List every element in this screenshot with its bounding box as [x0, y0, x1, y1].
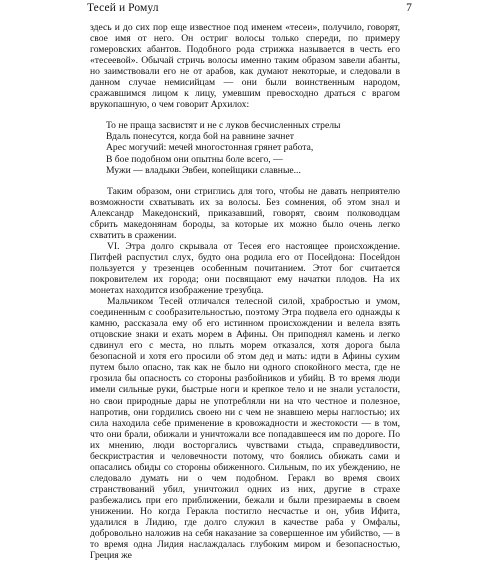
paragraph-section-vi [90, 241, 400, 296]
verse-line: Арес могучий: мечей многостонная грянет работа, [106, 142, 314, 154]
running-header [87, 2, 412, 18]
page-body [90, 22, 400, 561]
paragraph: Мальчиком Тесей отличался телесной силой, храбростью и умом, соединенным с сообразительностью, поэтому Этра подвела его однажды к камню, рассказала ему об его истинном происхождении и велела взять отцовские знаки и ехать морем в Афины. Он приподнял камень и легко сдвинул его с места, но плыть морем отказался, хотя дорога была безопасной и хотя его просили об этом дед и мать: идти в Афины сухим путем было опасно, так как не было ни одного спокойного места, где не грозила бы опасность со стороны разбойников и убийц. В то время люди имели сильные руки, быстрые ноги и крепкое тело и не знали усталости, но свои природные дары не употребляли ни на что честное и полезное, напротив, они гордились своею ни с чем не знавшею меры наглостью; их сила находила себе применение в кровожадности и жестокости — в том, что они брали, обижали и уничтожали все попадавшееся им по дороге. По их мнению, люди восторгались чувствами стыда, справедливости, бескристрастия и человечности потому, что боялись обижать сами и опасались обиды со стороны обиженного. Сильным, по их убеждению, не следовало думать ни о чем подобном. Геракл во время своих странствований убил, уничтожил одних из них, другие в страхе разбежались при его приближении, бежали и были презираемы в своем унижении. Но когда Геракла постигло несчастье и он, убив Ифита, удалился в Лидию, где долго служил в качестве раба у Омфалы, добровольно наложив на себя наказание за совершенное им убийство, — в то время одна Лидия наслаждалась глубоким миром и безопасностью, Греция же [90, 296, 400, 561]
verse-line: Мужи — владыки Эвбеи, копейщики славные... [106, 164, 301, 176]
verse-quote [106, 120, 400, 175]
verse-line: То не праща засвистят и не с луков бесчисленных стрелы [106, 120, 341, 132]
paragraph: Таким образом, они стриглись для того, чтобы не давать неприятелю возможности схватывать их за волосы. Без сомнения, об этом знал и Александр Македонский, приказавший, говорят, своим полководцам сбрить македонянам бороды, за которые их можно было очень легко схватить в сражении. [90, 185, 400, 241]
paragraph: здесь и до сих пор еще известное под именем «тесеи», получило, говорят, свое имя от него. Он остриг волосы только спереди, по примеру гомеровских абантов. Подобного рода стрижка называется в честь его «тесеевой». Обычай стричь волосы именно таким образом завели абанты, но заимствовали его не от арабов, как думают некоторые, и следовали в данном случае немисийцам — они были воинственным народом, сражавшимся лицом к лицу, умевшим превосходно драться с врагом врукопашную, о чем говорит Архилох: [90, 22, 400, 111]
page-number: 7 [406, 2, 412, 14]
verse-line: Вдаль понесутся, когда бой на равнине зачнет [106, 131, 294, 143]
section-number: VI. [107, 240, 120, 252]
running-title: Тесей и Ромул [87, 2, 159, 14]
verse-line: В бое подобном они опытны боле всего, — [106, 153, 283, 165]
paragraph-text: Этра долго скрывала от Тесея его настоящее происхождение. Питфей распустил слух, будто она родила его от Посейдона: Посейдон пользуется у трезенцев особенным почитанием. Этот бог считается покровителем их города; они посвящают ему начатки плодов. На их монетах находится изображение трезубца. [90, 240, 400, 297]
